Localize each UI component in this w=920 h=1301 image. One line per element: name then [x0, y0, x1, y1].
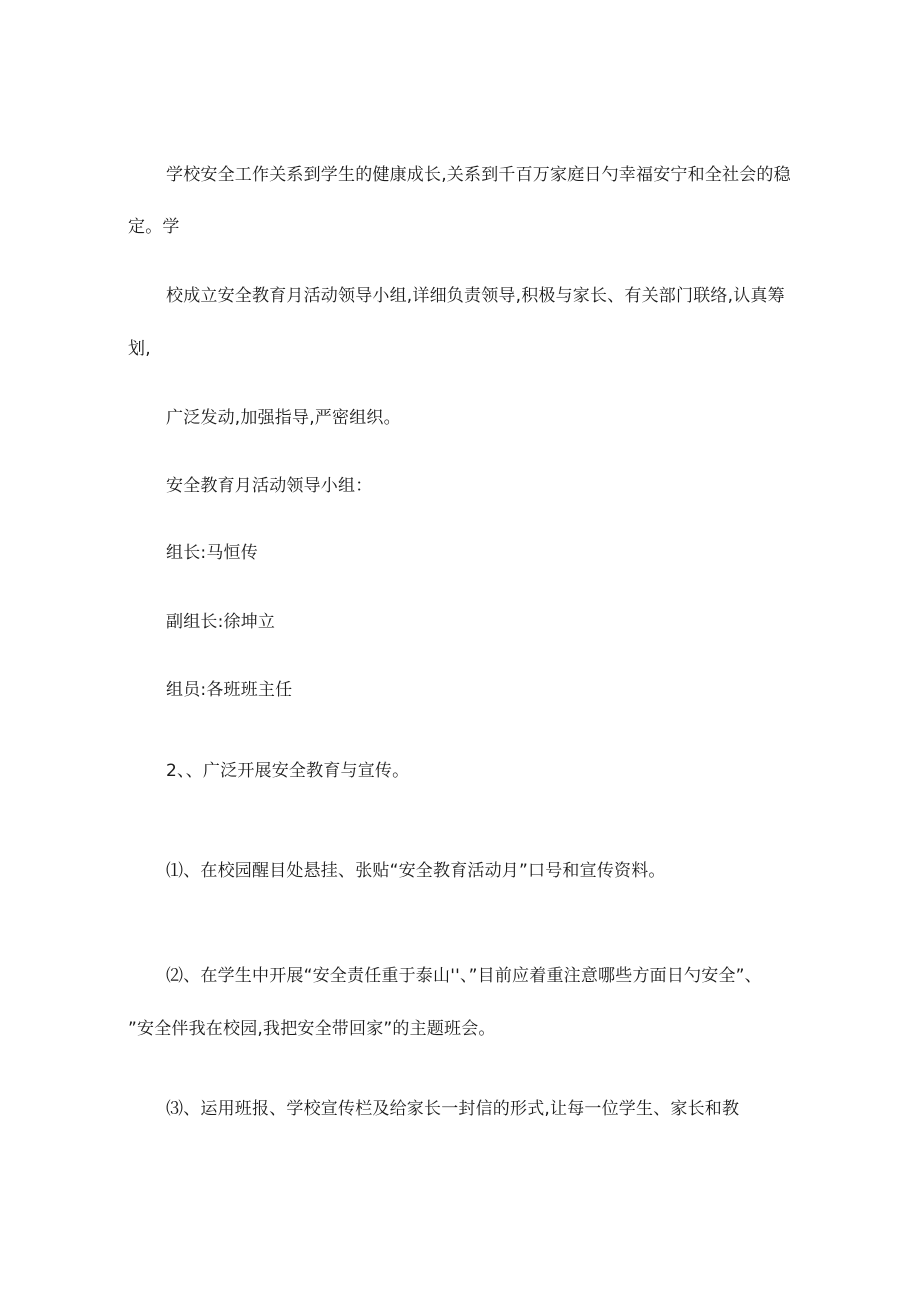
paragraph-line: 定。学: [128, 217, 180, 237]
list-item-continuation: ”安全伴我在校园,我把安全带回家”的主题班会。: [128, 1019, 496, 1039]
paragraph-line: 校成立安全教育月活动领导小组,详细负责领导,积极与家长、有关部门联络,认真筹: [166, 286, 785, 306]
section-heading: 安全教育月活动领导小组：: [166, 476, 373, 496]
paragraph-line: 划,: [128, 339, 151, 359]
members-line: 组员:各班班主任: [166, 680, 293, 700]
section-heading: 2、、广泛开展安全教育与宣传。: [166, 761, 410, 781]
deputy-leader-line: 副组长:徐坤立: [166, 612, 276, 632]
list-item: ⑵、在学生中开展“安全责任重于泰山''、”目前应着重注意哪些方面日勺安全”、: [166, 966, 762, 986]
list-item: ⑴、在校园醒目处悬挂、张贴“安全教育活动月”口号和宣传资料。: [166, 861, 666, 881]
paragraph-line: 广泛发动,加强指导,严密组织。: [166, 408, 401, 428]
leader-line: 组长:马恒传: [166, 543, 258, 563]
list-item: ⑶、运用班报、学校宣传栏及给家长一封信的形式,让每一位学生、家长和教: [166, 1099, 740, 1119]
paragraph-line: 学校安全工作关系到学生的健康成长,关系到千百万家庭日勺幸福安宁和全社会的稳: [166, 165, 791, 185]
